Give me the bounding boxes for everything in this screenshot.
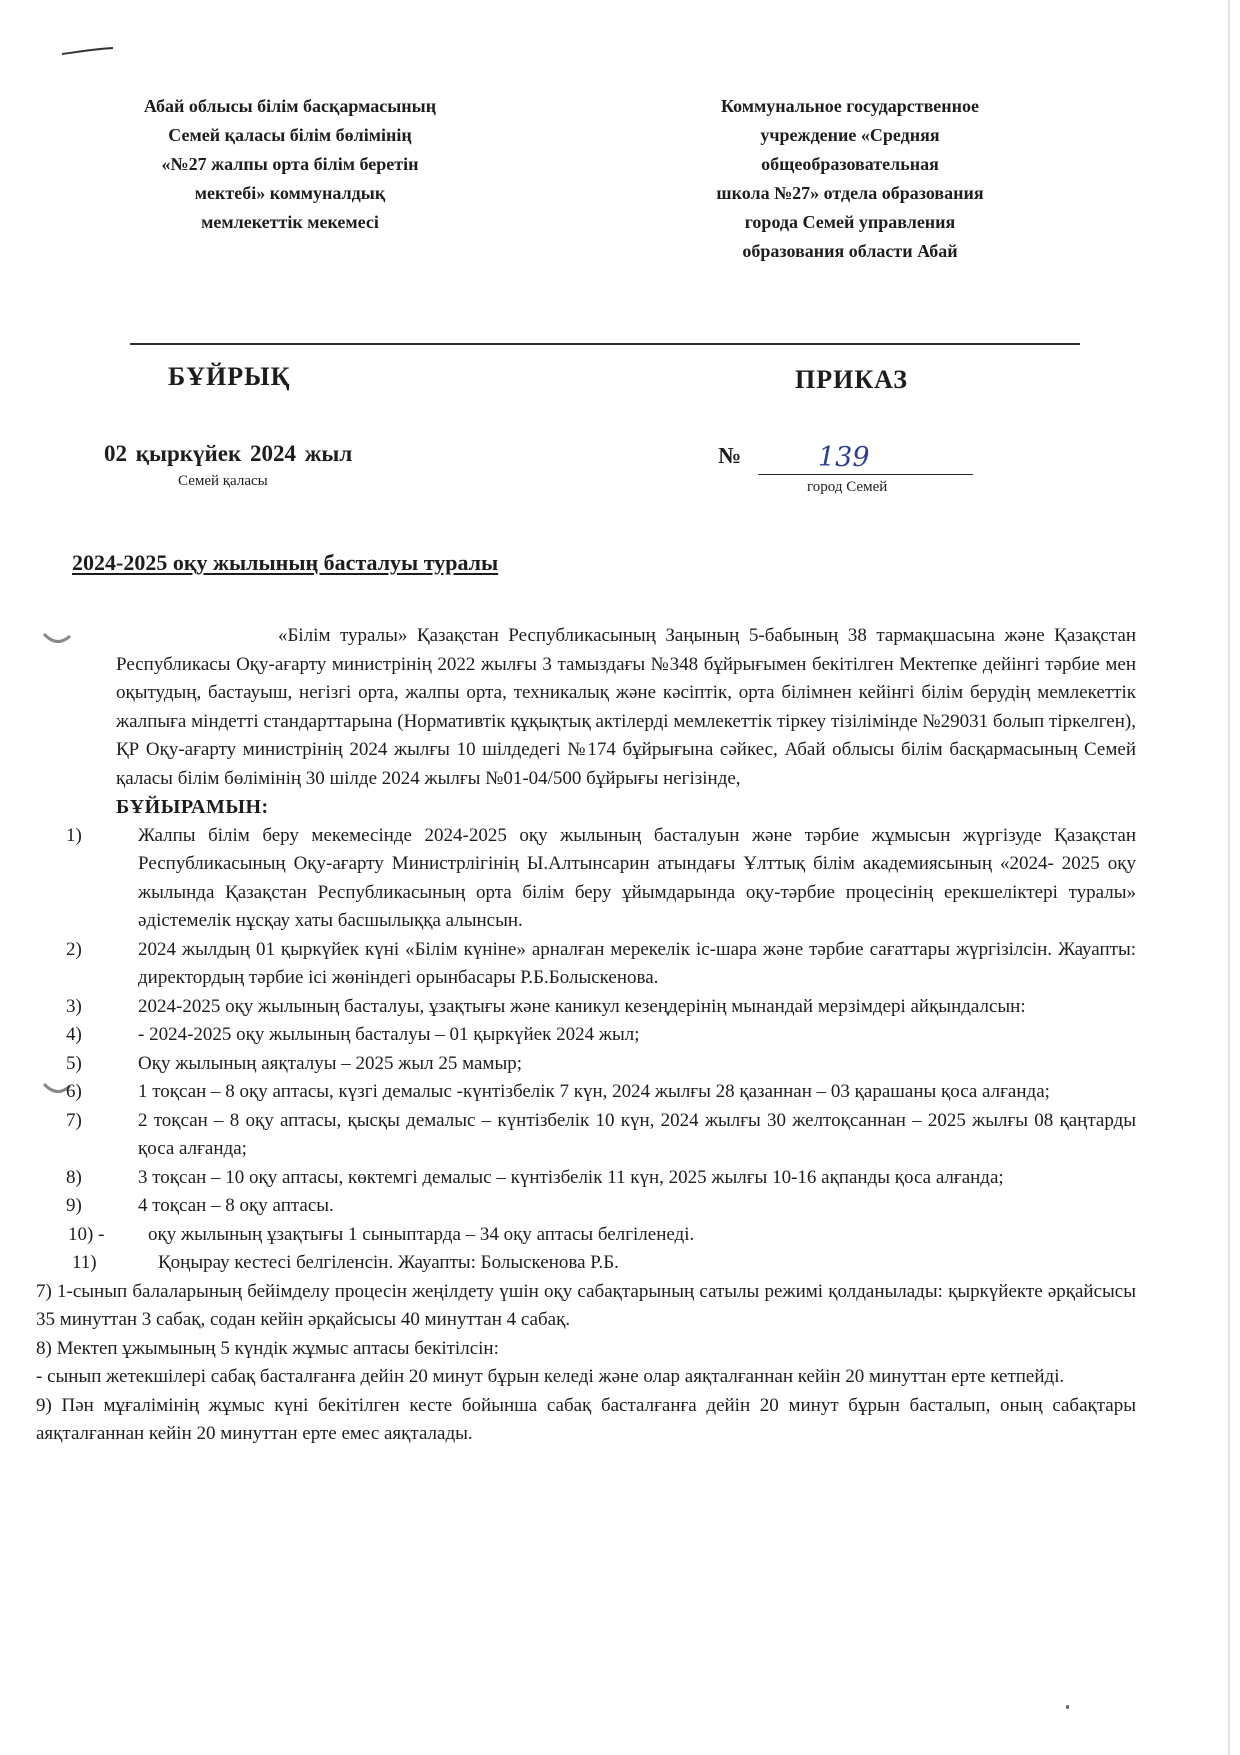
order-number-underline <box>758 474 973 475</box>
list-item <box>36 936 1136 993</box>
item-text: Жалпы білім беру мекемесінде 2024-2025 оқу жылының басталуын және тәрбие жұмысын жүргізуде Қазақстан Республикасының Оқу-ағарту Министрлігінің Ы.Алтынсарин атындағы Ұлттық білім академиясының «2024- 2025 оқу жылында Қазақстан Республикасының орта білім беру ұйымдарында оқу-тәрбие процесінің ерекшеліктері туралы» әдістемелік нұсқау хаты басшылыққа алынсын. <box>138 824 1136 931</box>
header-ru-line: Коммунальное государственное <box>720 96 980 116</box>
list-item <box>36 1192 1136 1221</box>
item-number: 7) <box>66 1109 82 1131</box>
list-item <box>36 1050 1136 1079</box>
order-items-list <box>36 822 1136 1278</box>
header-ru-line: общеобразовательная <box>761 154 939 174</box>
preamble-paragraph: «Білім туралы» Қазақстан Республикасының Заңының 5-бабының 38 тармақшасына және Қазақстан Республикасы Оқу-ағарту министрінің 2022 жылғы 3 тамыздағы №348 бұйрығымен бекітілген Мектепке дейінгі тәрбие мен оқытудың, бастауыш, негізгі орта, жалпы орта, техникалық және кәсіптік, орта білімнен кейінгі білім берудің мемлекеттік жалпыға міндетті стандарттарына (Нормативтік құқықтық актілерді мемлекеттік тіркеу тізілімінде №29031 болып тіркелген), ҚР Оқу-ағарту министрінің 2024 жылғы 10 шілдедегі №174 бұйрығына сәйкес, Абай облысы білім басқармасының Семей қаласы білім бөлімінің 30 шілде 2024 жылғы №01-04/500 бұйрығы негізінде, <box>116 625 1136 789</box>
header-divider <box>130 343 1080 345</box>
item-number: 11) <box>72 1252 97 1273</box>
header-kz-line: мектебі» коммуналдық <box>194 183 386 203</box>
item-number: 1) <box>66 824 82 846</box>
city-kz: Семей қаласы <box>178 473 268 489</box>
item-text: оқу жылының ұзақтығы 1 сыныптарда – 34 оқу аптасы белгіленеді. <box>148 1223 695 1245</box>
item-number: 6) <box>66 1081 82 1102</box>
item-text: 2 тоқсан – 8 оқу аптасы, қысқы демалыс – күнтізбелік 10 күн, 2024 жылғы 30 желтоқсаннан – 2025 жылғы 08 қаңтарды қоса алғанда; <box>138 1109 1136 1159</box>
item-number: 5) <box>66 1052 82 1074</box>
item-text: - 2024-2025 оқу жылының басталуы – 01 қыркүйек 2024 жыл; <box>138 1024 640 1045</box>
order-subject: 2024-2025 оқу жылының басталуы туралы <box>72 550 499 575</box>
item-text: 2024-2025 оқу жылының басталуы, ұзақтығы және каникул кезеңдерінің мынандай мерзімдері айқындалсын: <box>138 995 1026 1017</box>
pen-stroke-mark <box>60 46 115 56</box>
list-item <box>36 1221 1136 1250</box>
city-ru: город Семей <box>807 479 888 495</box>
tail-paragraph: 9) Пән мұғалімінің жұмыс күні бекітілген кесте бойынша сабақ басталғанға дейін 20 минут бұрын басталып, оның сабақтары аяқталғаннан кейін 20 минуттан ерте емес аяқталады. <box>36 1394 1136 1444</box>
order-number-handwritten: 139 <box>818 442 870 473</box>
item-text: 3 тоқсан – 10 оқу аптасы, көктемгі демалыс – күнтізбелік 11 күн, 2025 жылғы 10-16 ақпанды қоса алғанда; <box>138 1166 1004 1188</box>
item-text: 4 тоқсан – 8 оқу аптасы. <box>138 1195 334 1216</box>
header-ru-line: образования области Абай <box>742 241 958 261</box>
scan-speck <box>1066 1705 1069 1709</box>
order-title-ru: ПРИКАЗ <box>795 365 909 394</box>
tail-paragraph: - сынып жетекшілері сабақ басталғанға дейін 20 минут бұрын келеді және олар аяқталғаннан кейін 20 минуттан ерте кетпейді. <box>36 1366 1065 1387</box>
tail-paragraph: 8) Мектеп ұжымының 5 күндік жұмыс аптасы бекітілсін: <box>36 1337 499 1359</box>
item-number: 2) <box>66 938 82 960</box>
item-number: 10) - <box>68 1223 105 1245</box>
header-kz-line: мемлекеттік мекемесі <box>201 212 379 232</box>
header-ru <box>655 92 1045 266</box>
order-body <box>36 622 1136 1449</box>
item-text: 1 тоқсан – 8 оқу аптасы, күзгі демалыс -күнтізбелік 7 күн, 2024 жылғы 28 қазаннан – 03 қарашаны қоса алғанда; <box>138 1081 1050 1102</box>
item-text: 2024 жылдың 01 қыркүйек күні «Білім күніне» арналған мерекелік іс-шара және тәрбие сағаттары жүргізілсін. Жауапты: директордың тәрбие ісі жөніндегі орынбасары Р.Б.Болыскенова. <box>138 938 1136 988</box>
item-text: Қоңырау кестесі белгіленсін. Жауапты: Болыскенова Р.Б. <box>158 1252 619 1273</box>
header-ru-line: школа №27» отдела образования <box>716 183 984 203</box>
header-ru-line: города Семей управления <box>744 212 956 232</box>
list-item <box>36 1021 1136 1050</box>
list-item <box>36 1249 1136 1278</box>
item-number: 4) <box>66 1024 82 1045</box>
list-item <box>36 1107 1136 1164</box>
item-number: 8) <box>66 1166 82 1188</box>
order-directive: БҰЙЫРАМЫН: <box>116 796 269 818</box>
order-title-kz: БҰЙРЫҚ <box>168 362 291 391</box>
list-item <box>36 993 1136 1022</box>
header-kz-line: Семей қаласы білім бөлімінің <box>168 125 412 145</box>
tail-paragraph: 7) 1-сынып балаларының бейімделу процесін жеңілдету үшін оқу сабақтарының сатылы режимі қолданылады: қыркүйекте әрқайсысы 35 минуттан 3 сабақ, содан кейін әрқайсысы 40 минуттан 4 сабақ. <box>36 1280 1136 1330</box>
list-item <box>36 1164 1136 1193</box>
item-number: 9) <box>66 1195 82 1216</box>
list-item <box>36 1078 1136 1107</box>
order-date: 02 қыркүйек 2024 жыл <box>104 441 353 466</box>
item-number: 3) <box>66 995 82 1017</box>
header-kz-line: Абай облысы білім басқармасының <box>143 96 437 116</box>
list-item <box>36 822 1136 936</box>
order-number-label: № <box>718 443 742 468</box>
header-ru-line: учреждение «Средняя <box>760 125 940 145</box>
header-kz <box>100 92 480 237</box>
scan-edge-shadow <box>1228 0 1230 1755</box>
header-kz-line: «№27 жалпы орта білім беретін <box>161 154 419 174</box>
item-text: Оқу жылының аяқталуы – 2025 жыл 25 мамыр; <box>138 1052 522 1074</box>
